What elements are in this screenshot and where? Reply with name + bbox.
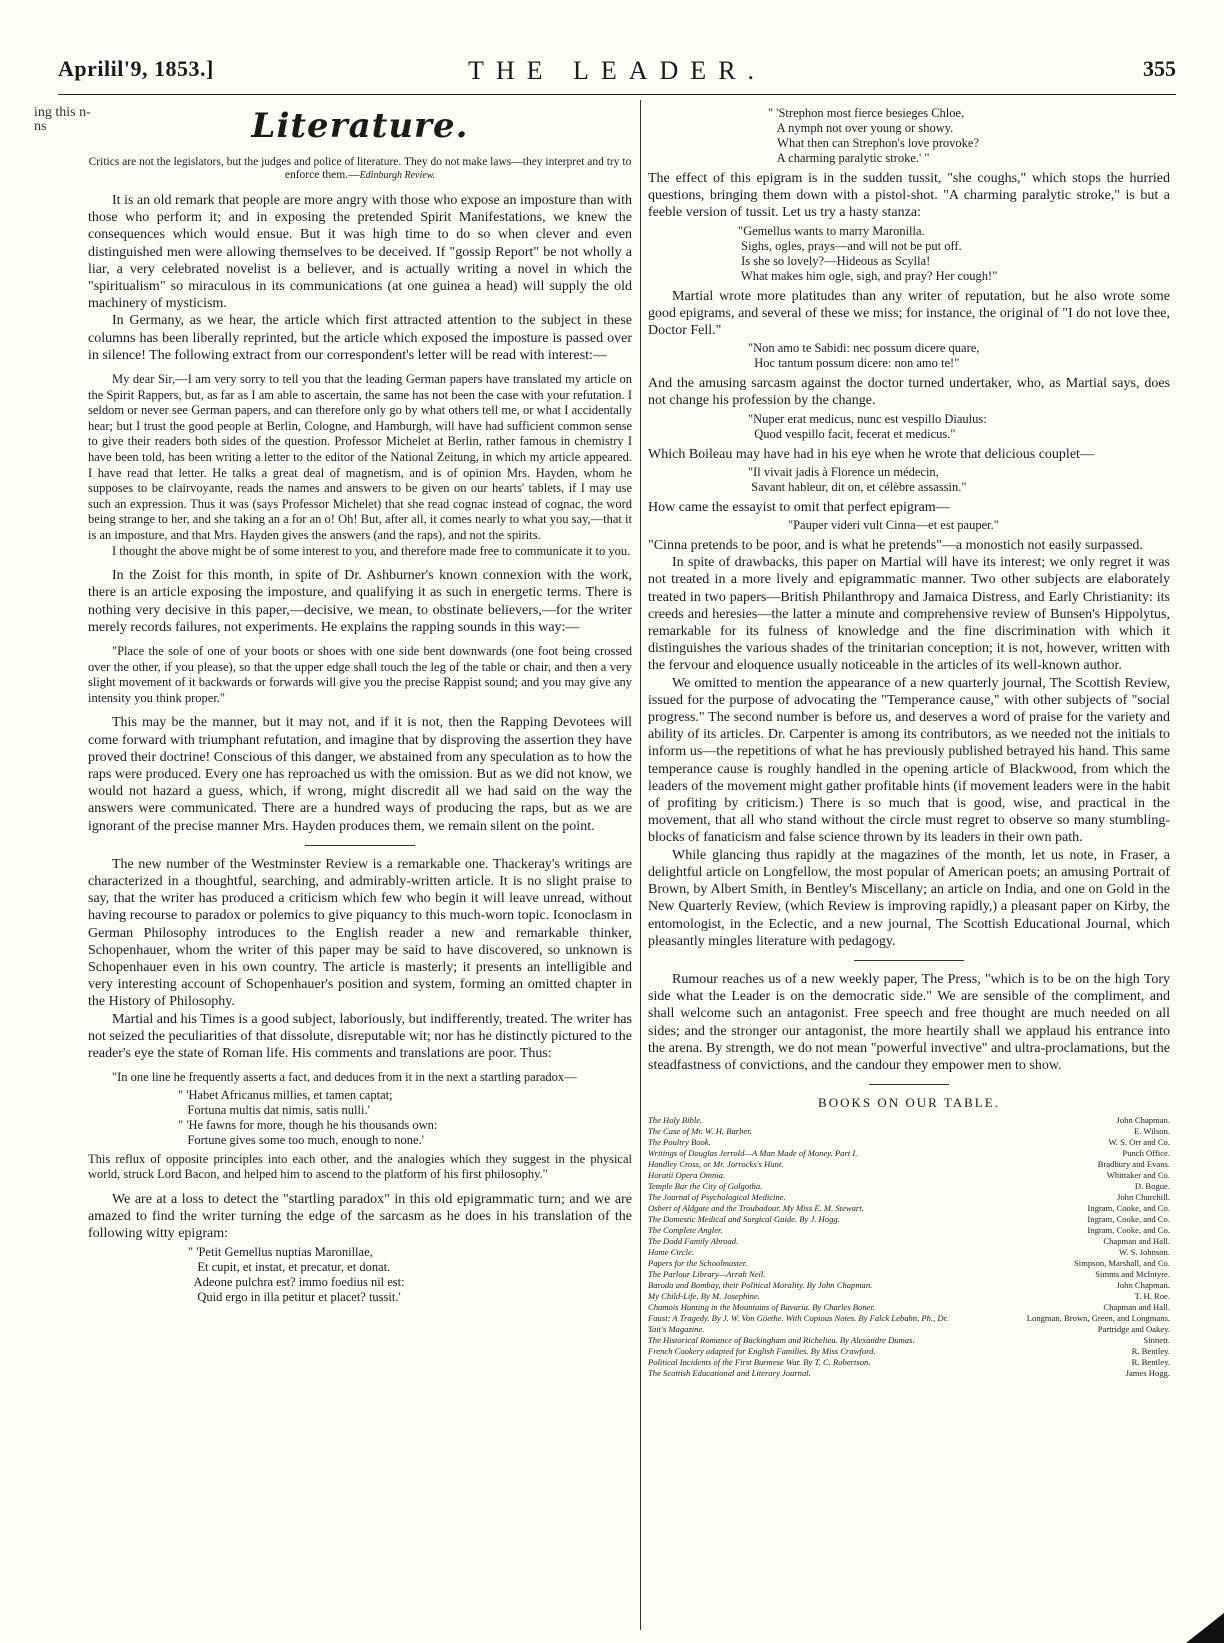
book-title: My Child-Life. By M. Josephine. (648, 1291, 760, 1302)
verse-line: A charming paralytic stroke.' " (768, 151, 930, 165)
verse-line: Quid ergo in illa petitur et placet? tussit.' (188, 1289, 401, 1304)
verse-line: " 'Strephon most fierce besieges Chloe, (768, 106, 965, 120)
book-entry (648, 1357, 1170, 1368)
book-entry (648, 1170, 1170, 1181)
paragraph: How came the essayist to omit that perfect epigram— (648, 499, 950, 515)
book-publisher: E. Wilson. (1133, 1126, 1170, 1137)
paragraph: We are at a loss to detect the "startling paradox" in this old epigrammatic turn; and we are amazed to find the writer turning the edge of the sarcasm as he does in his translation of the following witty epigram: (88, 1191, 632, 1242)
book-title: The Domestic Medical and Surgical Guide. By J. Hogg. (648, 1214, 840, 1225)
book-entry (648, 1291, 1170, 1302)
paragraph: In the Zoist for this month, in spite of Dr. Ashburner's known connexion with the work, there is an article exposing the imposture, and qualifying it as such in energetic terms. There is nothing very decisive in this paper,—decisive, we mean, to obstinate believers,—for the writer merely records failures, not experiments. He explains the rapping sounds in this way:— (88, 568, 632, 635)
verse-line: Adeone pulchra est? immo foedius nil est: (188, 1274, 405, 1289)
book-publisher: John Chapman. (1116, 1280, 1170, 1291)
verse-line: "Pauper videri vult Cinna—et est pauper." (788, 518, 999, 533)
paragraph: Rumour reaches us of a new weekly paper, The Press, "which is to be on the high Tory side what the Leader is on the democratic side." We are sensible of the compliment, and shall welcome such an antagonist. Free speech and free thought are much needed on all sides; and the stronger our antagonist, the more heartily shall we applaud his entrance into the arena. By strength, we do not mean "powerful invective" and ultra-proclamations, but the steadfastness of convictions, and the candour they empower men to show. (648, 971, 1170, 1073)
section-separator (869, 1084, 949, 1085)
book-entry (648, 1214, 1170, 1225)
book-entry (648, 1159, 1170, 1170)
book-entry (648, 1181, 1170, 1192)
book-title: French Cookery adapted for English Families. By Miss Crawford. (648, 1346, 876, 1357)
verse-line: "Il vivait jadis à Florence un médecin, (748, 464, 939, 479)
verse-block (88, 1245, 632, 1305)
margin-fragment: ing this n- ns (34, 105, 91, 134)
letter-paragraph: My dear Sir,—I am very sorry to tell you that the leading German papers have translated my article on the Spirit Rappers, but, as far as I am able to ascertain, the same has not been the case with your refutation. I seldom or never see German papers, and can therefore only go by what others tell me, or what I accidentally hear; but I trust the good people at Berlin, Cologne, and Hamburgh, will have had sufficient common sense to give their readers both sides of the question. Professor Michelet at Berlin, rather famous in chemistry I have been told, has been writing a letter to the editor of the National Zeitung, in which my article appeared. I have read that letter. He talks a great deal of magnetism, and is of opinion Mrs. Hayden, whom he supposes to be clairvoyante, reads the names and answers to be given on our hearts' tablets, if I may use such an expression. Thus it was (says Professor Michelet) that she read cognac instead of cognac, the word being strange to her, and she taking an a for an o! Oh! But, after all, it comes nearly to what you say,—that it is an imposture, and that Mrs. Hayden gives the answers (and the raps), and not the spirits. (88, 372, 632, 542)
book-publisher: W. S. Orr and Co. (1108, 1137, 1170, 1148)
book-title: The Case of Mr. W. H. Barber. (648, 1126, 752, 1137)
book-entry (648, 1346, 1170, 1357)
book-publisher: Whittaker and Co. (1106, 1170, 1170, 1181)
paragraph: In spite of drawbacks, this paper on Martial will have its interest; we only regret it was not treated in a more lively and epigrammatic manner. Two other subjects are elaborately treated in two papers—British Philanthropy and Jamaica Distress, and Early Christianity: its creeds and heresies—the latter a minute and comprehensive review of Bunsen's Hippolytus, remarkable for its fulness of knowledge and the fine discrimination with which it distinguishes the various shades of the trinitarian conception; it is not, however, written with the fervour and eloquence usually noticeable in the articles of its well-known author. (648, 555, 1170, 674)
book-entry (648, 1115, 1170, 1126)
block-quote: "Place the sole of one of your boots or shoes with one side bent downwards (one foot being crossed over the other, if you please), so that the upper edge shall touch the leg of the table or chair, and then a very slight movement of it backwards or forwards will give you the precise Rappist sound; and you may give any intensity you think proper." (88, 643, 632, 705)
book-publisher: James Hogg. (1125, 1368, 1170, 1379)
book-entry (648, 1368, 1170, 1379)
book-publisher: D. Bogue. (1134, 1181, 1170, 1192)
book-publisher: Ingram, Cooke, and Co. (1087, 1225, 1170, 1236)
book-publisher: Simpson, Marshall, and Co. (1074, 1258, 1170, 1269)
books-list (648, 1115, 1170, 1379)
section-separator (305, 845, 415, 846)
verse-line: "Nuper erat medicus, nunc est vespillo Diaulus: (748, 411, 987, 426)
book-title: The Holy Bible. (648, 1115, 703, 1126)
book-title: Papers for the Schoolmaster. (648, 1258, 748, 1269)
paragraph: It is an old remark that people are more angry with those who expose an imposture than with those who perform it; and in exposing the pretended Spirit Manifestations, we knew the consequences which would ensue. But it was high time to do so when clever and even distinguished men were allowing themselves to be deceived. If "gossip Report" be not wholly a liar, a very celebrated novelist is a believer, and is actually writing a novel in which the "spiritualism" so miraculous in its communications (at one guinea a head) will supply the old machinery of mysticism. (88, 193, 632, 312)
book-title: Writings of Douglas Jerrold—A Man Made of Money. Part I. (648, 1148, 858, 1159)
book-title: The Complete Angler. (648, 1225, 723, 1236)
right-column (648, 104, 1170, 1379)
paragraph: The effect of this epigram is in the sudden tussit, "she coughs," which stops the hurried questions, bringing them down with a pistol-shot. "A charming paralytic stroke," is but a feeble version of tussit. Let us try a hasty stanza: (648, 171, 1170, 221)
book-title: The Parlour Library—Arrah Neil. (648, 1269, 766, 1280)
book-publisher: Punch Office. (1122, 1148, 1170, 1159)
epigraph-text: Critics are not the legislators, but the judges and police of literature. They do not make laws—they interpret and try to enforce them.— (88, 156, 632, 181)
book-title: Faust: A Tragedy. By J. W. Von Göethe. With Copious Notes. By Falck Lebahn, Ph., Dr. (648, 1313, 949, 1324)
paragraph: "Cinna pretends to be poor, and is what he pretends"—a monostich not easily surpassed. (648, 538, 1143, 554)
paragraph: In Germany, as we hear, the article which first attracted attention to the subject in these columns has been liberally reprinted, but the article which exposed the imposture is passed over in silence! The following extract from our correspondent's letter will be read with interest:— (88, 313, 632, 363)
section-title: Literature. (251, 106, 469, 146)
book-entry (648, 1247, 1170, 1258)
book-entry (648, 1148, 1170, 1159)
verse-line: Savant hableur, dit on, et célèbre assassin." (748, 479, 967, 494)
epigraph-source: Edinburgh Review. (359, 170, 436, 181)
book-title: The Dodd Family Abroad. (648, 1236, 739, 1247)
book-entry (648, 1126, 1170, 1137)
verse-line: Fortune gives some too much, enough to none.' (178, 1132, 424, 1147)
verse-line: " 'Habet Africanus millies, et tamen captat; (178, 1087, 393, 1102)
book-entry (648, 1192, 1170, 1203)
column-divider (640, 100, 641, 1630)
verse-block (88, 1088, 632, 1148)
verse-line: "Non amo te Sabidi: nec possum dicere quare, (748, 341, 980, 356)
verse-line: " 'He fawns for more, though he his thousands own: (178, 1117, 438, 1132)
page-corner-mark (1186, 1613, 1224, 1643)
book-entry (648, 1225, 1170, 1236)
book-entry (648, 1302, 1170, 1313)
block-quote: This reflux of opposite principles into each other, and the analogies which they suggest in the physical world, struck Lord Bacon, and helped him to ascend to the platform of his first philosophy." (88, 1151, 632, 1182)
section-separator (854, 960, 964, 961)
paragraph: This may be the manner, but it may not, and if it is not, then the Rapping Devotees will come forward with triumphant refutation, and imagine that by disproving the assertion they have proved their doctrine! Conscious of this danger, we abstained from any speculation as to how the raps were produced. Every one has reproached us with the omission. But as we did not know, we would not hazard a guess, which, if wrong, might discredit all we had said on the way the answers were communicated. There are a hundred ways of producing the raps, but as we are ignorant of the precise manner Mrs. Hayden produces them, we remain silent on the point. (88, 715, 632, 834)
book-title: The Scottish Educational and Literary Journal. (648, 1368, 811, 1379)
book-publisher: W. S. Johnson. (1118, 1247, 1170, 1258)
book-publisher: Longman, Brown, Green, and Longmans. (1026, 1313, 1170, 1324)
book-entry (648, 1203, 1170, 1214)
book-title: Baroda and Bombay, their Political Morality. By John Chapman. (648, 1280, 873, 1291)
verse-line: A nymph not over young or showy. (768, 121, 954, 135)
paragraph: Which Boileau may have had in his eye when he wrote that delicious couplet— (648, 446, 1094, 462)
paragraph: While glancing thus rapidly at the magazines of the month, let us note, in Fraser, a delightful article on Longfellow, the most popular of American poets; an amusing Portrait of Brown, by Albert Smith, in Bentley's Miscellany; an article on India, and one on Gold in the New Quarterly Review, (which Review is improving rapidly,) a pleasant paper on Kirby, the entomologist, in the Eclectic, and a new journal, The Scottish Educational Journal, which pleasantly mingles literature with pedagogy. (648, 847, 1170, 949)
book-publisher: John Chapman. (1116, 1115, 1170, 1126)
verse-block (648, 106, 1170, 166)
verse-line: Sighs, ogles, prays—and will not be put off. (738, 238, 962, 253)
book-title: Osbert of Aldgate and the Troubadour. My Miss E. M. Stewart. (648, 1203, 864, 1214)
book-entry (648, 1280, 1170, 1291)
book-publisher: R. Bentley. (1131, 1357, 1170, 1368)
book-publisher: T. H. Roe. (1134, 1291, 1170, 1302)
verse-block (648, 341, 1170, 371)
book-entry (648, 1236, 1170, 1247)
book-entry (648, 1335, 1170, 1346)
book-title: The Poultry Book. (648, 1137, 711, 1148)
left-column (88, 104, 632, 1309)
book-entry (648, 1269, 1170, 1280)
book-publisher: John Churchill. (1117, 1192, 1170, 1203)
book-publisher: R. Bentley. (1131, 1346, 1170, 1357)
book-title: Home Circle. (648, 1247, 694, 1258)
issue-date: Aprilil'9, 1853.] (58, 56, 214, 81)
block-quote: "In one line he frequently asserts a fact, and deduces from it in the next a startling paradox— (112, 1070, 577, 1085)
page-header (58, 56, 1176, 86)
paragraph: Martial and his Times is a good subject, laboriously, but indifferently, treated. The writer has not seized the peculiarities of that dissolute, disreputable wit; nor has he distinctly pictured to the reader's eye the state of Roman life. His comments and translations are poor. Thus: (88, 1011, 632, 1061)
verse-line: Is she so lovely?—Hideous as Scylla! (738, 253, 931, 268)
verse-line: Hoc tantum possum dicere: non amo te!" (748, 356, 960, 371)
verse-block (648, 412, 1170, 442)
book-title: Political Incidents of the First Burmese War. By T. C. Robertson. (648, 1357, 871, 1368)
book-publisher: Chapman and Hall. (1103, 1302, 1170, 1313)
paragraph: The new number of the Westminster Review is a remarkable one. Thackeray's writings are characterized in a thoughtful, searching, and admirably-written article. It is no slight praise to say, that the writer has produced a criticism which few who begin it will leave unread, without having recourse to paradox or polemics to give piquancy to this much-worn topic. Iconoclasm in German Philosophy introduces to the English reader a new and remarkable thinker, Schopenhauer, whom the writer of this paper may be said to have discovered, so unknown is Schopenhauer even in his own country. The article is masterly; it presents an intelligible and very interesting account of Schopenhauer's position and system, forming an omitted chapter in the History of Philosophy. (88, 856, 632, 1010)
paragraph: And the amusing sarcasm against the doctor turned undertaker, who, as Martial says, does not change his profession by the change. (648, 376, 1170, 409)
verse-block (648, 224, 1170, 284)
book-publisher: Ingram, Cooke, and Co. (1087, 1203, 1170, 1214)
book-title: The Journal of Psychological Medicine. (648, 1192, 786, 1203)
book-publisher: Chapman and Hall. (1103, 1236, 1170, 1247)
book-publisher: Simms and McIntyre. (1095, 1269, 1170, 1280)
verse-line: What makes him ogle, sigh, and pray? Her cough!" (738, 268, 998, 283)
book-entry (648, 1137, 1170, 1148)
verse-block (648, 465, 1170, 495)
book-title: Chamois Hunting in the Mountains of Bavaria. By Charles Boner. (648, 1302, 876, 1313)
letter-paragraph: I thought the above might be of some interest to you, and therefore made free to communicate it to you. (112, 543, 631, 558)
book-publisher: Ingram, Cooke, and Co. (1087, 1214, 1170, 1225)
verse-line: What then can Strephon's love provoke? (768, 136, 979, 150)
epigraph (88, 156, 632, 182)
books-heading: BOOKS ON OUR TABLE. (818, 1095, 1000, 1111)
book-publisher: Sinnett. (1143, 1335, 1170, 1346)
verse-line: "Gemellus wants to marry Maronilla. (738, 223, 925, 238)
verse-line: " 'Petit Gemellus nuptias Maronillae, (188, 1244, 373, 1259)
book-entry (648, 1313, 1170, 1324)
book-title: The Historical Romance of Buckingham and Richelieu. By Alexandre Dumas. (648, 1335, 915, 1346)
book-title: Tait's Magazine. (648, 1324, 705, 1335)
paragraph: We omitted to mention the appearance of a new quarterly journal, The Scottish Review, issued for the purpose of advocating the "Temperance cause," with other subjects of "social progress." The second number is before us, and deserves a word of praise for the variety and ability of its articles. Dr. Carpenter is among its contributors, as we needed not the initials to inform us—the repetitions of what he has previously published betrayed his hand. This same temperance cause is roughly handled in the opening article of Blackwood, from which the leaders of the movement might gather profitable hints (if movement leaders were in the habit of profiting by criticism.) There is so much that is good, wise, and practical in the movement, that all who stand without the circle must regret to observe so many stumbling-blocks of fanaticism and false science thrown by its leaders in their own path. (648, 675, 1170, 846)
newspaper-title: THE LEADER. (467, 56, 767, 85)
verse-line: Quod vespillo facit, fecerat et medicus." (748, 426, 956, 441)
book-publisher: Bradbury and Evans. (1097, 1159, 1170, 1170)
book-title: Temple Bar the City of Golgotha. (648, 1181, 763, 1192)
book-title: Horatii Opera Omnia. (648, 1170, 726, 1181)
verse-line: Et cupit, et instat, et precatur, et donat. (188, 1259, 391, 1274)
book-entry (648, 1258, 1170, 1269)
book-entry (648, 1324, 1170, 1335)
header-rule (58, 94, 1176, 95)
paragraph: Martial wrote more platitudes than any writer of reputation, but he also wrote some good epigrams, and several of these we miss; for instance, the original of "I do not love thee, Doctor Fell." (648, 288, 1170, 339)
verse-line: Fortuna multis dat nimis, satis nulli.' (178, 1102, 370, 1117)
book-title: Handley Cross, or Mr. Jorrocks's Hunt. (648, 1159, 784, 1170)
book-publisher: Partridge and Oakey. (1097, 1324, 1170, 1335)
page-number: 355 (1143, 56, 1176, 81)
verse-block (648, 518, 1170, 533)
